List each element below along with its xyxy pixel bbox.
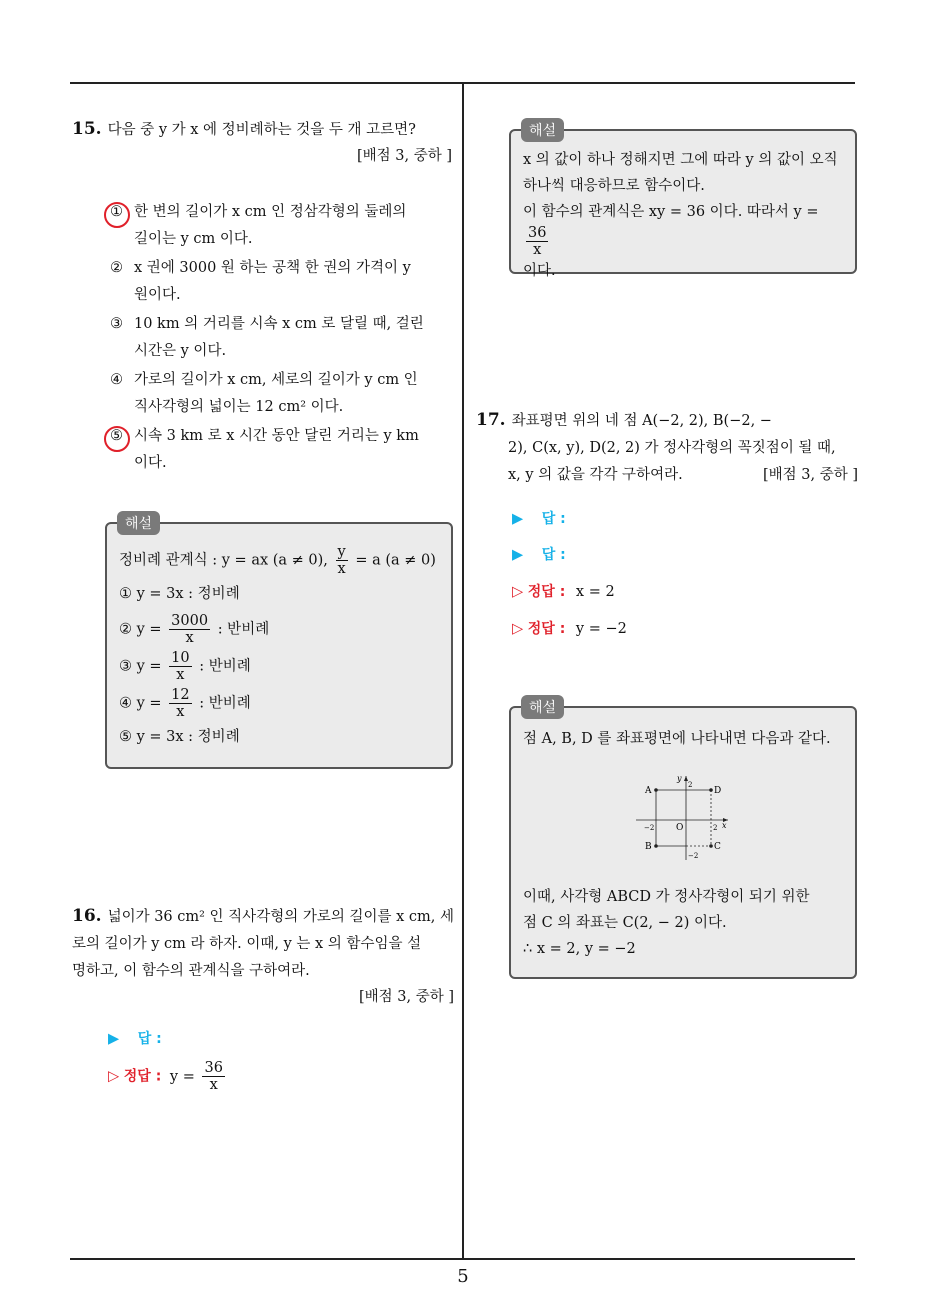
point-label-c: C bbox=[714, 842, 721, 852]
question-15-score: [배점 3, 중하 ] bbox=[356, 148, 452, 164]
question-16: 16. 넓이가 36 cm² 인 직사각형의 가로의 길이를 x cm, 세 로의 길이가 y cm 라 하자. 이때, y 는 x 의 함수임을 설 명하고, 이 함수의 관계식을 구하여라. [배점 3, 중하 ] bbox=[72, 903, 454, 1009]
option-3[interactable]: ③ 10 km 의 거리를 시속 x cm 로 달릴 때, 걸린 시간은 y 이다. bbox=[110, 316, 424, 359]
answer-input-16[interactable]: ▶ 답 : bbox=[108, 1031, 162, 1047]
solution-line-1: ① y = 3x : 정비례 bbox=[119, 586, 240, 602]
question-number: 16. bbox=[72, 906, 102, 926]
outline-triangle-icon: ▷ bbox=[108, 1068, 120, 1085]
correct-answer-17-x: ▷ 정답 : x = 2 bbox=[512, 584, 615, 600]
page-number: 5 bbox=[457, 1266, 469, 1287]
outline-triangle-icon: ▷ bbox=[512, 621, 524, 637]
solution-box-15 bbox=[105, 516, 453, 769]
tick-label-xm2: −2 bbox=[644, 824, 655, 832]
solution-tag: 해설 bbox=[521, 118, 564, 142]
question-number: 15. bbox=[72, 119, 102, 139]
solution-tag: 해설 bbox=[117, 511, 160, 535]
question-number: 17. bbox=[476, 410, 506, 430]
point-label-b: B bbox=[645, 842, 652, 852]
play-triangle-icon: ▶ bbox=[512, 511, 524, 527]
tick-label-x2: 2 bbox=[713, 824, 718, 832]
solution-line-5: ⑤ y = 3x : 정비례 bbox=[119, 729, 240, 745]
y-axis-label: y bbox=[677, 774, 682, 783]
question-17: 17. 좌표평면 위의 네 점 A(−2, 2), B(−2, − 2), C(x, y), D(2, 2) 가 정사각형의 꼭짓점이 될 때, x, y 의 값을 각각 구하여라. [배점 3, 중하 ] bbox=[476, 407, 858, 489]
play-triangle-icon: ▶ bbox=[512, 547, 524, 563]
column-divider bbox=[462, 83, 464, 1259]
question-15 bbox=[72, 116, 452, 168]
point-label-d: D bbox=[714, 786, 722, 796]
option-1[interactable]: ① 한 변의 길이가 x cm 인 정삼각형의 둘레의 길이는 y cm 이다. bbox=[106, 199, 452, 253]
option-5[interactable]: ⑤ 시속 3 km 로 x 시간 동안 달린 거리는 y km 이다. bbox=[106, 423, 452, 477]
solution-box-16: 해설 x 의 값이 하나 정해지면 그에 따라 y 의 값이 오직 하나씩 대응하므로 함수이다. 이 함수의 관계식은 xy = 36 이다. 따라서 y = $\frac{36}{x}$ 이다. bbox=[509, 129, 857, 274]
solution-box-17: 해설 점 A, B, D 를 좌표평면에 나타내면 다음과 같다. A D B C O y x 2 −2 2 −2 이때, 사각형 ABCD 가 정사각형이 되기 위한 점 C 의 좌표는 C(2, − 2) 이다. ∴ x = 2, y = −2 bbox=[509, 706, 857, 979]
bottom-rule bbox=[70, 1258, 855, 1260]
option-2[interactable]: ② x 권에 3000 원 하는 공책 한 권의 가격이 y 원이다. bbox=[110, 260, 411, 303]
answer-input-17-x[interactable]: ▶ 답 : bbox=[512, 511, 566, 527]
answer-input-17-y[interactable]: ▶ 답 : bbox=[512, 547, 566, 563]
play-triangle-icon: ▶ bbox=[108, 1031, 120, 1047]
solution-intro: 정비례 관계식 : y = ax (a ≠ 0), $\frac{y}{x}$ = a (a ≠ 0) bbox=[119, 544, 436, 577]
solution-line-3: ③ y = $\frac{10}{x}$ : 반비례 bbox=[119, 650, 251, 683]
point-label-a: A bbox=[645, 786, 652, 796]
correct-answer-16: ▷ 정답 : y = $\frac{36}{x}$ bbox=[108, 1060, 223, 1093]
question-16-score: [배점 3, 중하 ] bbox=[358, 989, 454, 1005]
correct-answer-17-y: ▷ 정답 : y = −2 bbox=[512, 621, 627, 637]
option-4[interactable]: ④ 가로의 길이가 x cm, 세로의 길이가 y cm 인 직사각형의 넓이는 12 cm² 이다. bbox=[110, 372, 418, 415]
solution-tag: 해설 bbox=[521, 695, 564, 719]
tick-label-y2: 2 bbox=[688, 781, 693, 789]
question-17-score: [배점 3, 중하 ] bbox=[762, 467, 858, 483]
x-axis-label: x bbox=[722, 821, 727, 830]
origin-label: O bbox=[676, 823, 684, 833]
solution-line-2: ② y = $\frac{3000}{x}$ : 반비례 bbox=[119, 613, 270, 646]
solution-line-4: ④ y = $\frac{12}{x}$ : 반비례 bbox=[119, 687, 251, 720]
question-15-options bbox=[106, 199, 452, 479]
tick-label-ym2: −2 bbox=[688, 852, 699, 860]
question-15-stem: 15. 다음 중 y 가 x 에 정비례하는 것을 두 개 고르면? bbox=[72, 119, 416, 139]
outline-triangle-icon: ▷ bbox=[512, 584, 524, 600]
coordinate-plane-figure bbox=[636, 770, 736, 866]
